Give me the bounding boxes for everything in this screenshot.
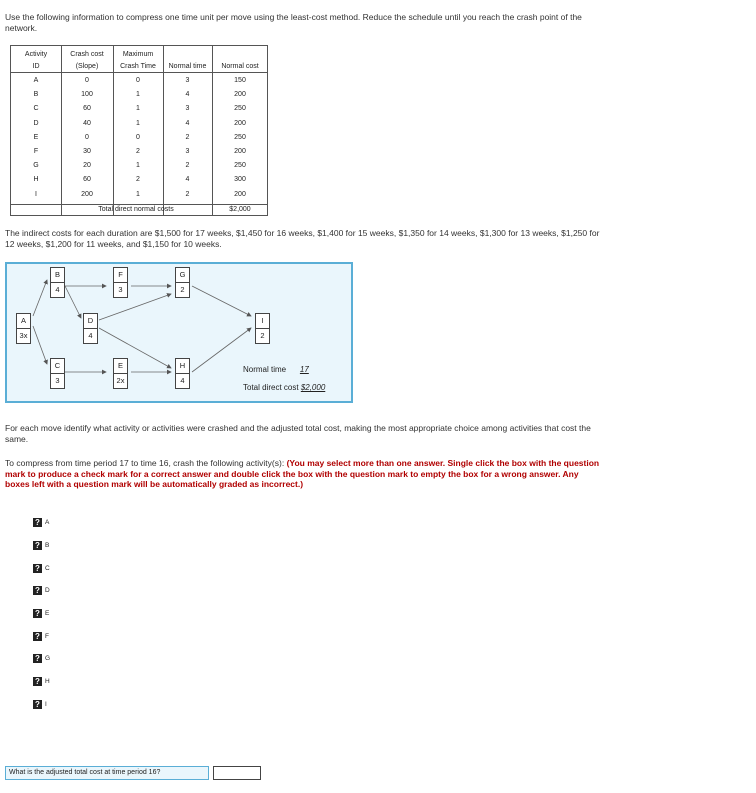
node-b: [50, 267, 65, 298]
question-mark-icon[interactable]: ?: [33, 541, 42, 550]
total-direct-legend: [243, 383, 325, 392]
node-c-duration: 3: [55, 376, 60, 385]
node-e: [113, 358, 128, 389]
header-id: ID: [32, 63, 40, 70]
question-mark-icon[interactable]: ?: [33, 586, 42, 595]
row-4-crash-time: 1: [136, 119, 140, 127]
option-b[interactable]: [33, 537, 93, 549]
row-3-id: C: [33, 105, 39, 113]
question-mark-icon[interactable]: ?: [33, 518, 42, 527]
row-2-id: B: [33, 91, 39, 99]
row-1-slope: 0: [85, 77, 89, 84]
node-a-duration: 3x: [19, 331, 28, 340]
header-normal-time: Normal time: [168, 63, 207, 70]
indirect-costs-text: The indirect costs for each duration are $1,500 for 17 weeks, $1,450 for 16 weeks, $1,400 for 15 weeks, $1,350 for 14 weeks, $1,300 for 13 weeks, $1,250 for 12 weeks, $1,200 for 11 weeks, and $1,150 for 10 weeks.: [5, 228, 600, 249]
node-f: [113, 267, 128, 298]
compress-instructions: [5, 458, 603, 490]
adjusted-total-cost-input[interactable]: [213, 766, 261, 780]
normal-time-legend: [243, 365, 314, 374]
option-label: I: [45, 700, 47, 708]
node-e-duration: 2x: [116, 376, 125, 385]
total-direct-value: $2,000: [300, 383, 326, 392]
row-2-crash-time: 1: [136, 91, 140, 99]
total-normal-value: $2,000: [229, 206, 251, 213]
node-g: [175, 267, 190, 298]
row-1-normal-time: 3: [185, 77, 190, 84]
header-slope: (Slope): [75, 63, 99, 70]
node-i-label: I: [256, 314, 269, 329]
header-activity: Activity: [24, 51, 48, 58]
option-label: C: [45, 564, 50, 572]
row-1-crash-time: 0: [136, 77, 140, 84]
row-1-id: A: [33, 77, 39, 84]
row-6-normal-time: 3: [185, 148, 190, 155]
instruction-text: For each move identify what activity or activities were crashed and the adjusted total cost, making the most appropriate choice among activities that cost the same.: [5, 423, 591, 444]
node-d-duration: 4: [88, 331, 93, 340]
row-7-id: G: [33, 162, 39, 170]
intro-text: Use the following information to compress one time unit per move using the least-cost method. Reduce the schedule until you reach the crash point of the network.: [5, 12, 582, 33]
answer-row: [5, 766, 257, 780]
row-5-id: E: [33, 133, 39, 141]
node-a: [16, 313, 31, 344]
row-6-id: F: [33, 148, 39, 155]
row-5-normal-time: 2: [185, 133, 190, 141]
option-label: A: [45, 519, 50, 527]
normal-time-label: Normal time: [243, 365, 287, 374]
option-i[interactable]: [33, 696, 93, 708]
node-g-label: G: [176, 268, 189, 283]
row-5-crash-time: 0: [136, 133, 140, 141]
option-e[interactable]: [33, 605, 93, 617]
node-f-duration: 3: [118, 285, 123, 294]
option-label: F: [45, 632, 49, 640]
row-7-slope: 20: [83, 162, 91, 170]
node-i-duration: 2: [260, 331, 265, 340]
total-direct-label: Total direct cost: [243, 383, 299, 392]
row-9-slope: 200: [81, 190, 93, 198]
option-f[interactable]: [33, 628, 93, 640]
row-6-crash-time: 2: [136, 148, 140, 155]
node-h-duration: 4: [180, 376, 185, 385]
node-h: [175, 358, 190, 389]
row-3-normal-cost: 250: [234, 105, 246, 113]
node-g-duration: 2: [180, 285, 185, 294]
row-5-slope: 0: [85, 133, 89, 141]
row-9-id: I: [35, 190, 37, 198]
option-label: D: [45, 587, 50, 595]
option-label: E: [45, 610, 50, 618]
row-4-normal-time: 4: [185, 119, 190, 127]
compress-note: (You may select more than one answer. Single click the box with the question mark to produce a check mark for a correct answer and double click the box with the question mark to empty the box for a wrong answer. Any boxes left with a question mark will be automatically graded as incorrect.): [5, 458, 600, 489]
node-a-label: A: [17, 314, 30, 329]
option-g[interactable]: [33, 650, 93, 662]
row-8-slope: 60: [83, 176, 91, 184]
row-8-normal-time: 4: [185, 176, 190, 184]
question-mark-icon[interactable]: ?: [33, 632, 42, 641]
node-b-duration: 4: [55, 285, 60, 294]
question-mark-icon[interactable]: ?: [33, 609, 42, 618]
question-label: What is the adjusted total cost at time period 16?: [5, 766, 209, 780]
row-7-normal-time: 2: [185, 162, 190, 170]
option-a[interactable]: [33, 514, 93, 526]
row-3-normal-time: 3: [185, 105, 190, 113]
question-mark-icon[interactable]: ?: [33, 654, 42, 663]
row-4-slope: 40: [83, 119, 91, 127]
header-normal-cost: Normal cost: [221, 63, 259, 70]
normal-time-value: 17: [299, 365, 309, 374]
option-h[interactable]: [33, 673, 93, 685]
node-c: [50, 358, 65, 389]
row-6-slope: 30: [83, 148, 91, 155]
question-mark-icon[interactable]: ?: [33, 700, 42, 709]
header-maximum: Maximum: [122, 51, 154, 58]
option-d[interactable]: [33, 582, 93, 594]
row-9-normal-time: 2: [185, 190, 190, 198]
node-b-label: B: [51, 268, 64, 283]
node-d-label: D: [84, 314, 97, 329]
row-1-normal-cost: 150: [234, 77, 246, 84]
option-label: B: [45, 541, 50, 549]
question-mark-icon[interactable]: ?: [33, 564, 42, 573]
node-i: [255, 313, 270, 344]
row-4-normal-cost: 200: [234, 119, 246, 127]
option-label: G: [45, 655, 51, 663]
option-label: H: [45, 678, 50, 686]
compress-text: To compress from time period 17 to time 16, crash the following activity(s):: [5, 458, 285, 468]
row-8-normal-cost: 300: [234, 176, 246, 184]
row-9-normal-cost: 200: [234, 190, 246, 198]
row-2-slope: 100: [81, 91, 93, 99]
row-5-normal-cost: 250: [234, 133, 246, 141]
row-3-slope: 60: [83, 105, 91, 113]
row-7-crash-time: 1: [136, 162, 140, 170]
network-diagram: [5, 262, 353, 403]
row-4-id: D: [33, 119, 39, 127]
header-crash-cost: Crash cost: [70, 51, 104, 58]
node-e-label: E: [114, 359, 127, 374]
node-c-label: C: [51, 359, 64, 374]
total-normal-label: Total direct normal costs: [98, 206, 174, 213]
row-2-normal-time: 4: [185, 91, 190, 99]
node-d: [83, 313, 98, 344]
row-8-crash-time: 2: [136, 176, 140, 184]
option-c[interactable]: [33, 559, 93, 571]
row-7-normal-cost: 250: [234, 162, 246, 170]
row-9-crash-time: 1: [136, 190, 140, 198]
row-6-normal-cost: 200: [234, 148, 246, 155]
node-h-label: H: [176, 359, 189, 374]
row-8-id: H: [33, 176, 39, 184]
row-2-normal-cost: 200: [234, 91, 246, 99]
node-f-label: F: [114, 268, 127, 283]
header-crash-time: Crash Time: [120, 63, 156, 70]
question-mark-icon[interactable]: ?: [33, 677, 42, 686]
row-3-crash-time: 1: [136, 105, 140, 113]
activity-table: [10, 45, 268, 216]
